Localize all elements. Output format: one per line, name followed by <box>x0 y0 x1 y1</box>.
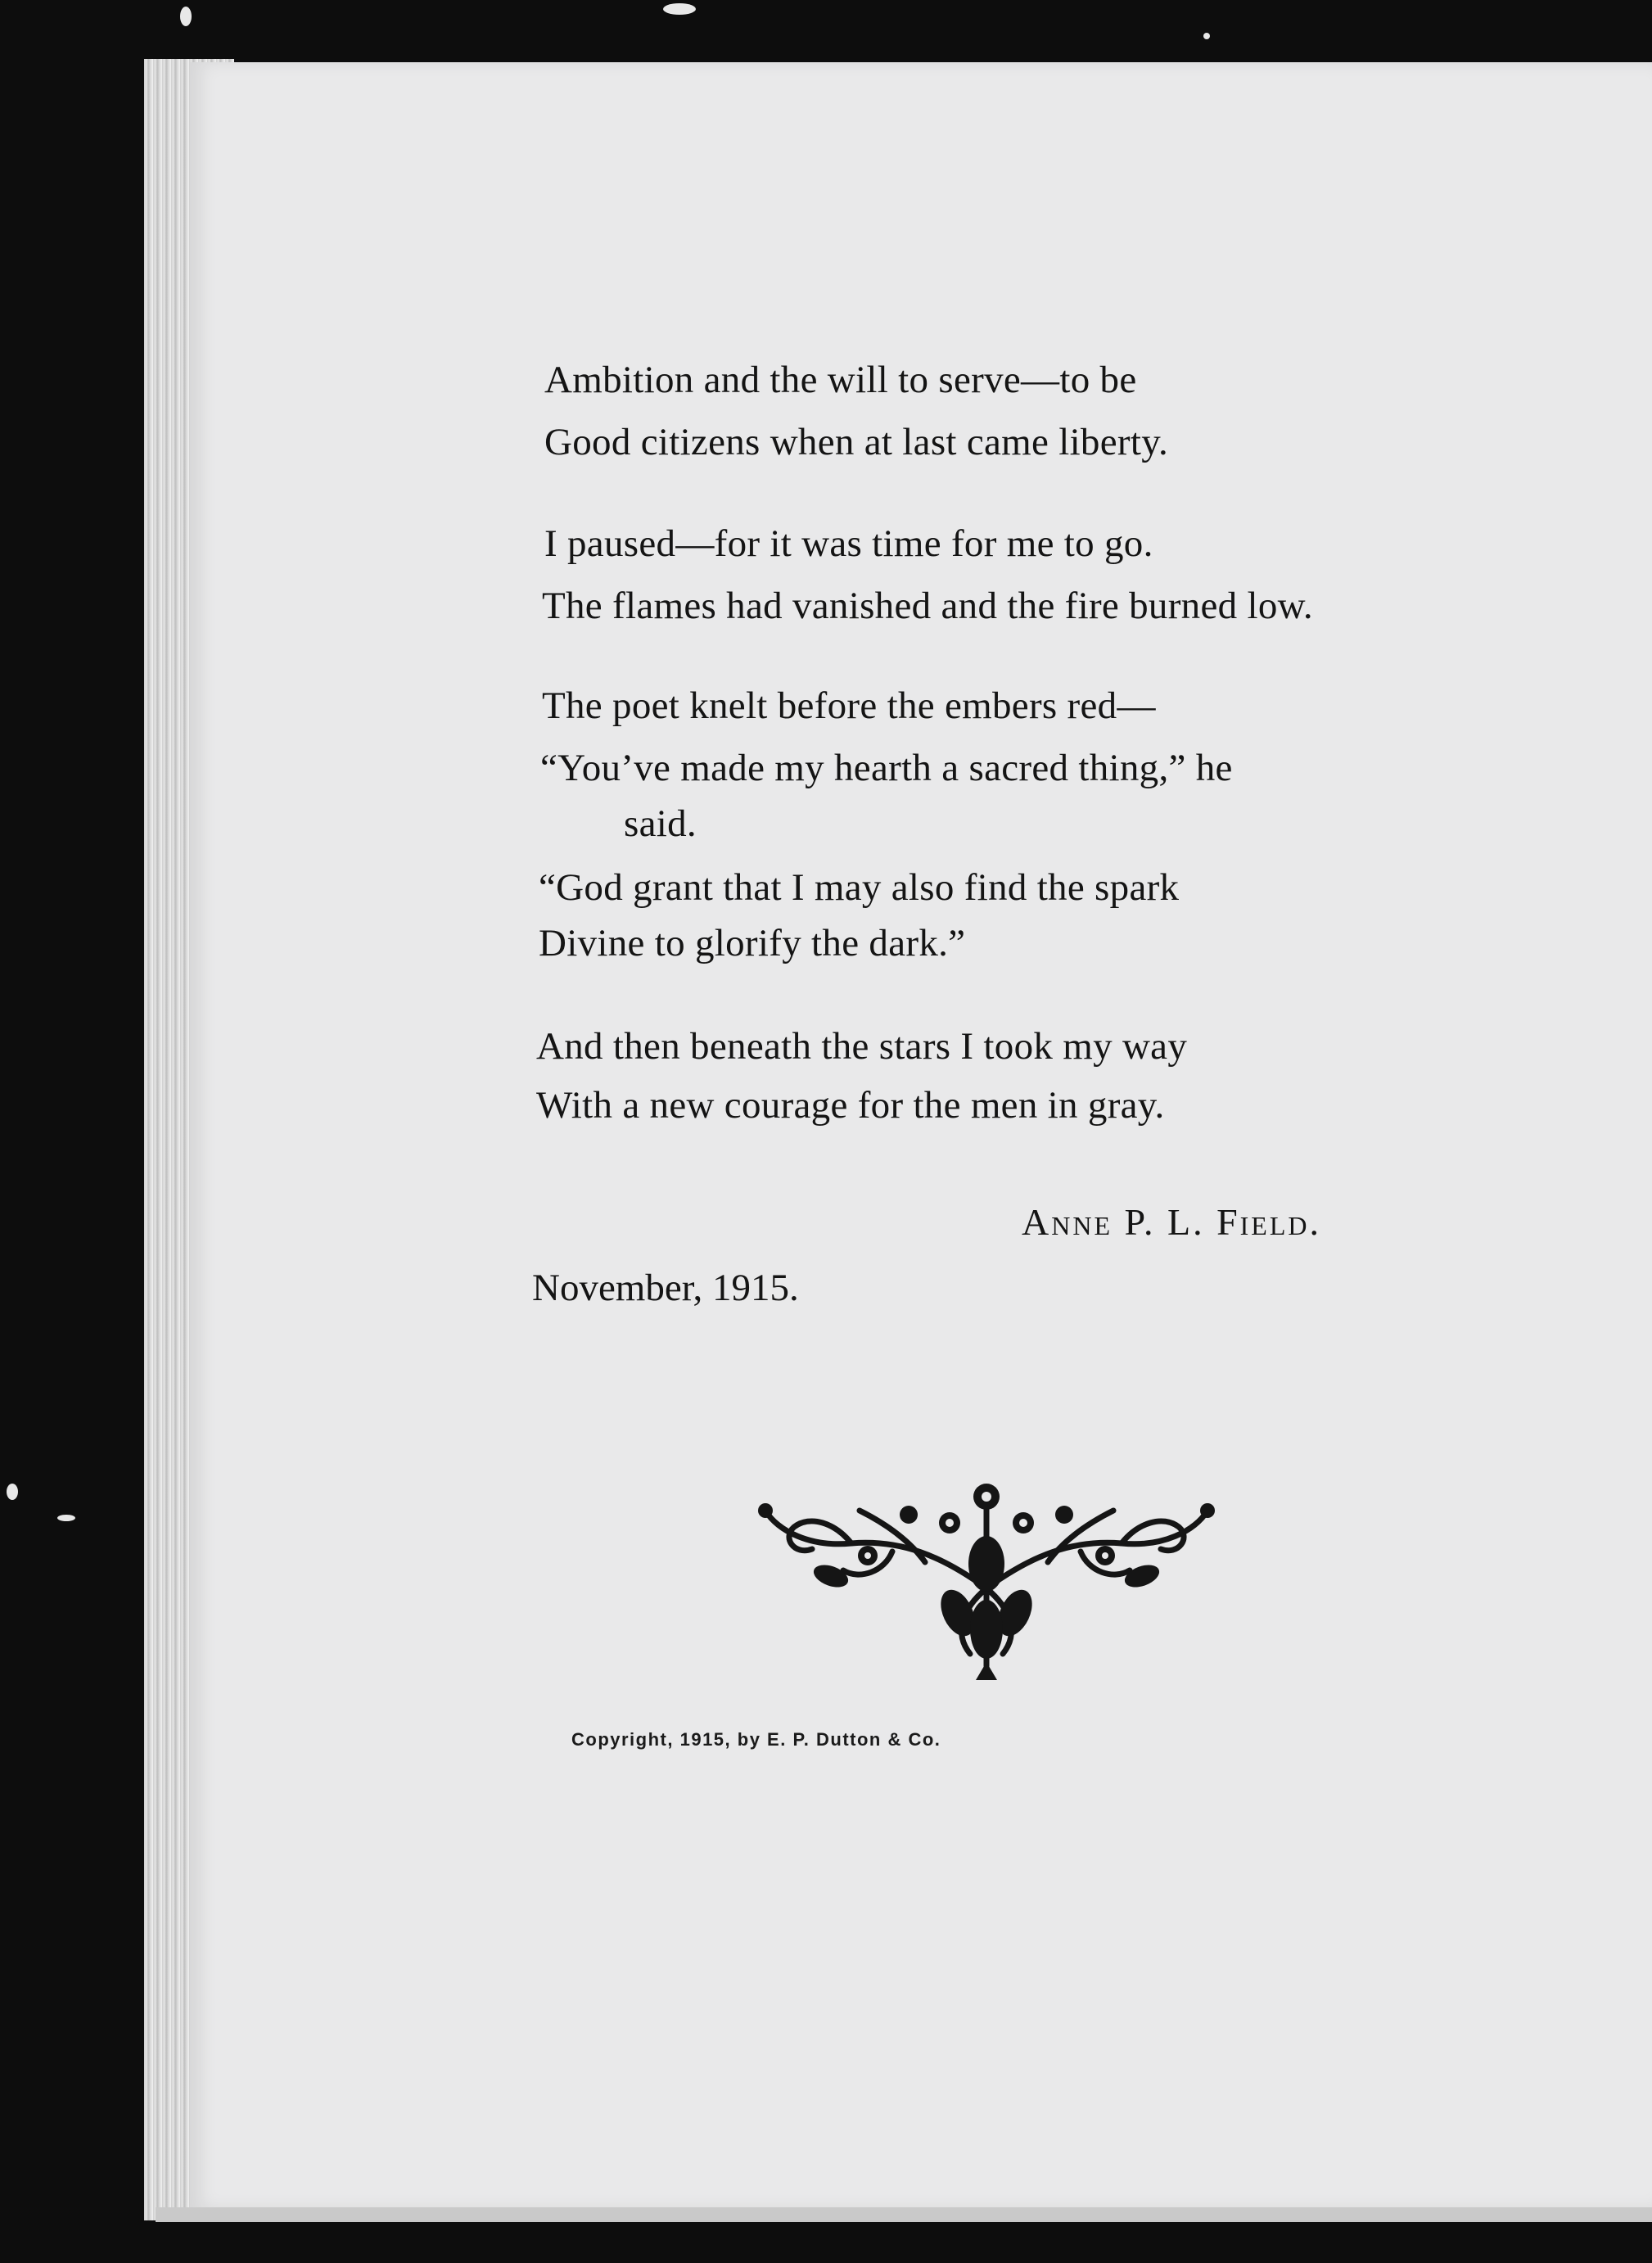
poem-author: Anne P. L. Field. <box>1022 1201 1322 1243</box>
poem-date: November, 1915. <box>532 1267 799 1309</box>
poem-line: I paused—for it was time for me to go. <box>544 522 1153 565</box>
poem-line: The poet knelt before the embers red— <box>542 684 1156 727</box>
poem-line: The flames had vanished and the fire burned low. <box>542 585 1313 627</box>
floral-tailpiece-icon <box>753 1466 1220 1687</box>
copyright-notice: Copyright, 1915, by E. P. Dutton & Co. <box>571 1729 941 1750</box>
poem-line: “God grant that I may also find the spark <box>539 866 1180 909</box>
poem-line: Ambition and the will to serve—to be <box>544 359 1137 401</box>
poem-line: And then beneath the stars I took my way <box>536 1025 1188 1068</box>
poem-line: “You’ve made my hearth a sacred thing,” he <box>540 747 1233 789</box>
poem-line: Good citizens when at last came liberty. <box>544 421 1169 463</box>
poem-line: Divine to glorify the dark.” <box>539 922 966 964</box>
poem-line: With a new courage for the men in gray. <box>536 1084 1165 1127</box>
poem-line: said. <box>624 802 697 845</box>
